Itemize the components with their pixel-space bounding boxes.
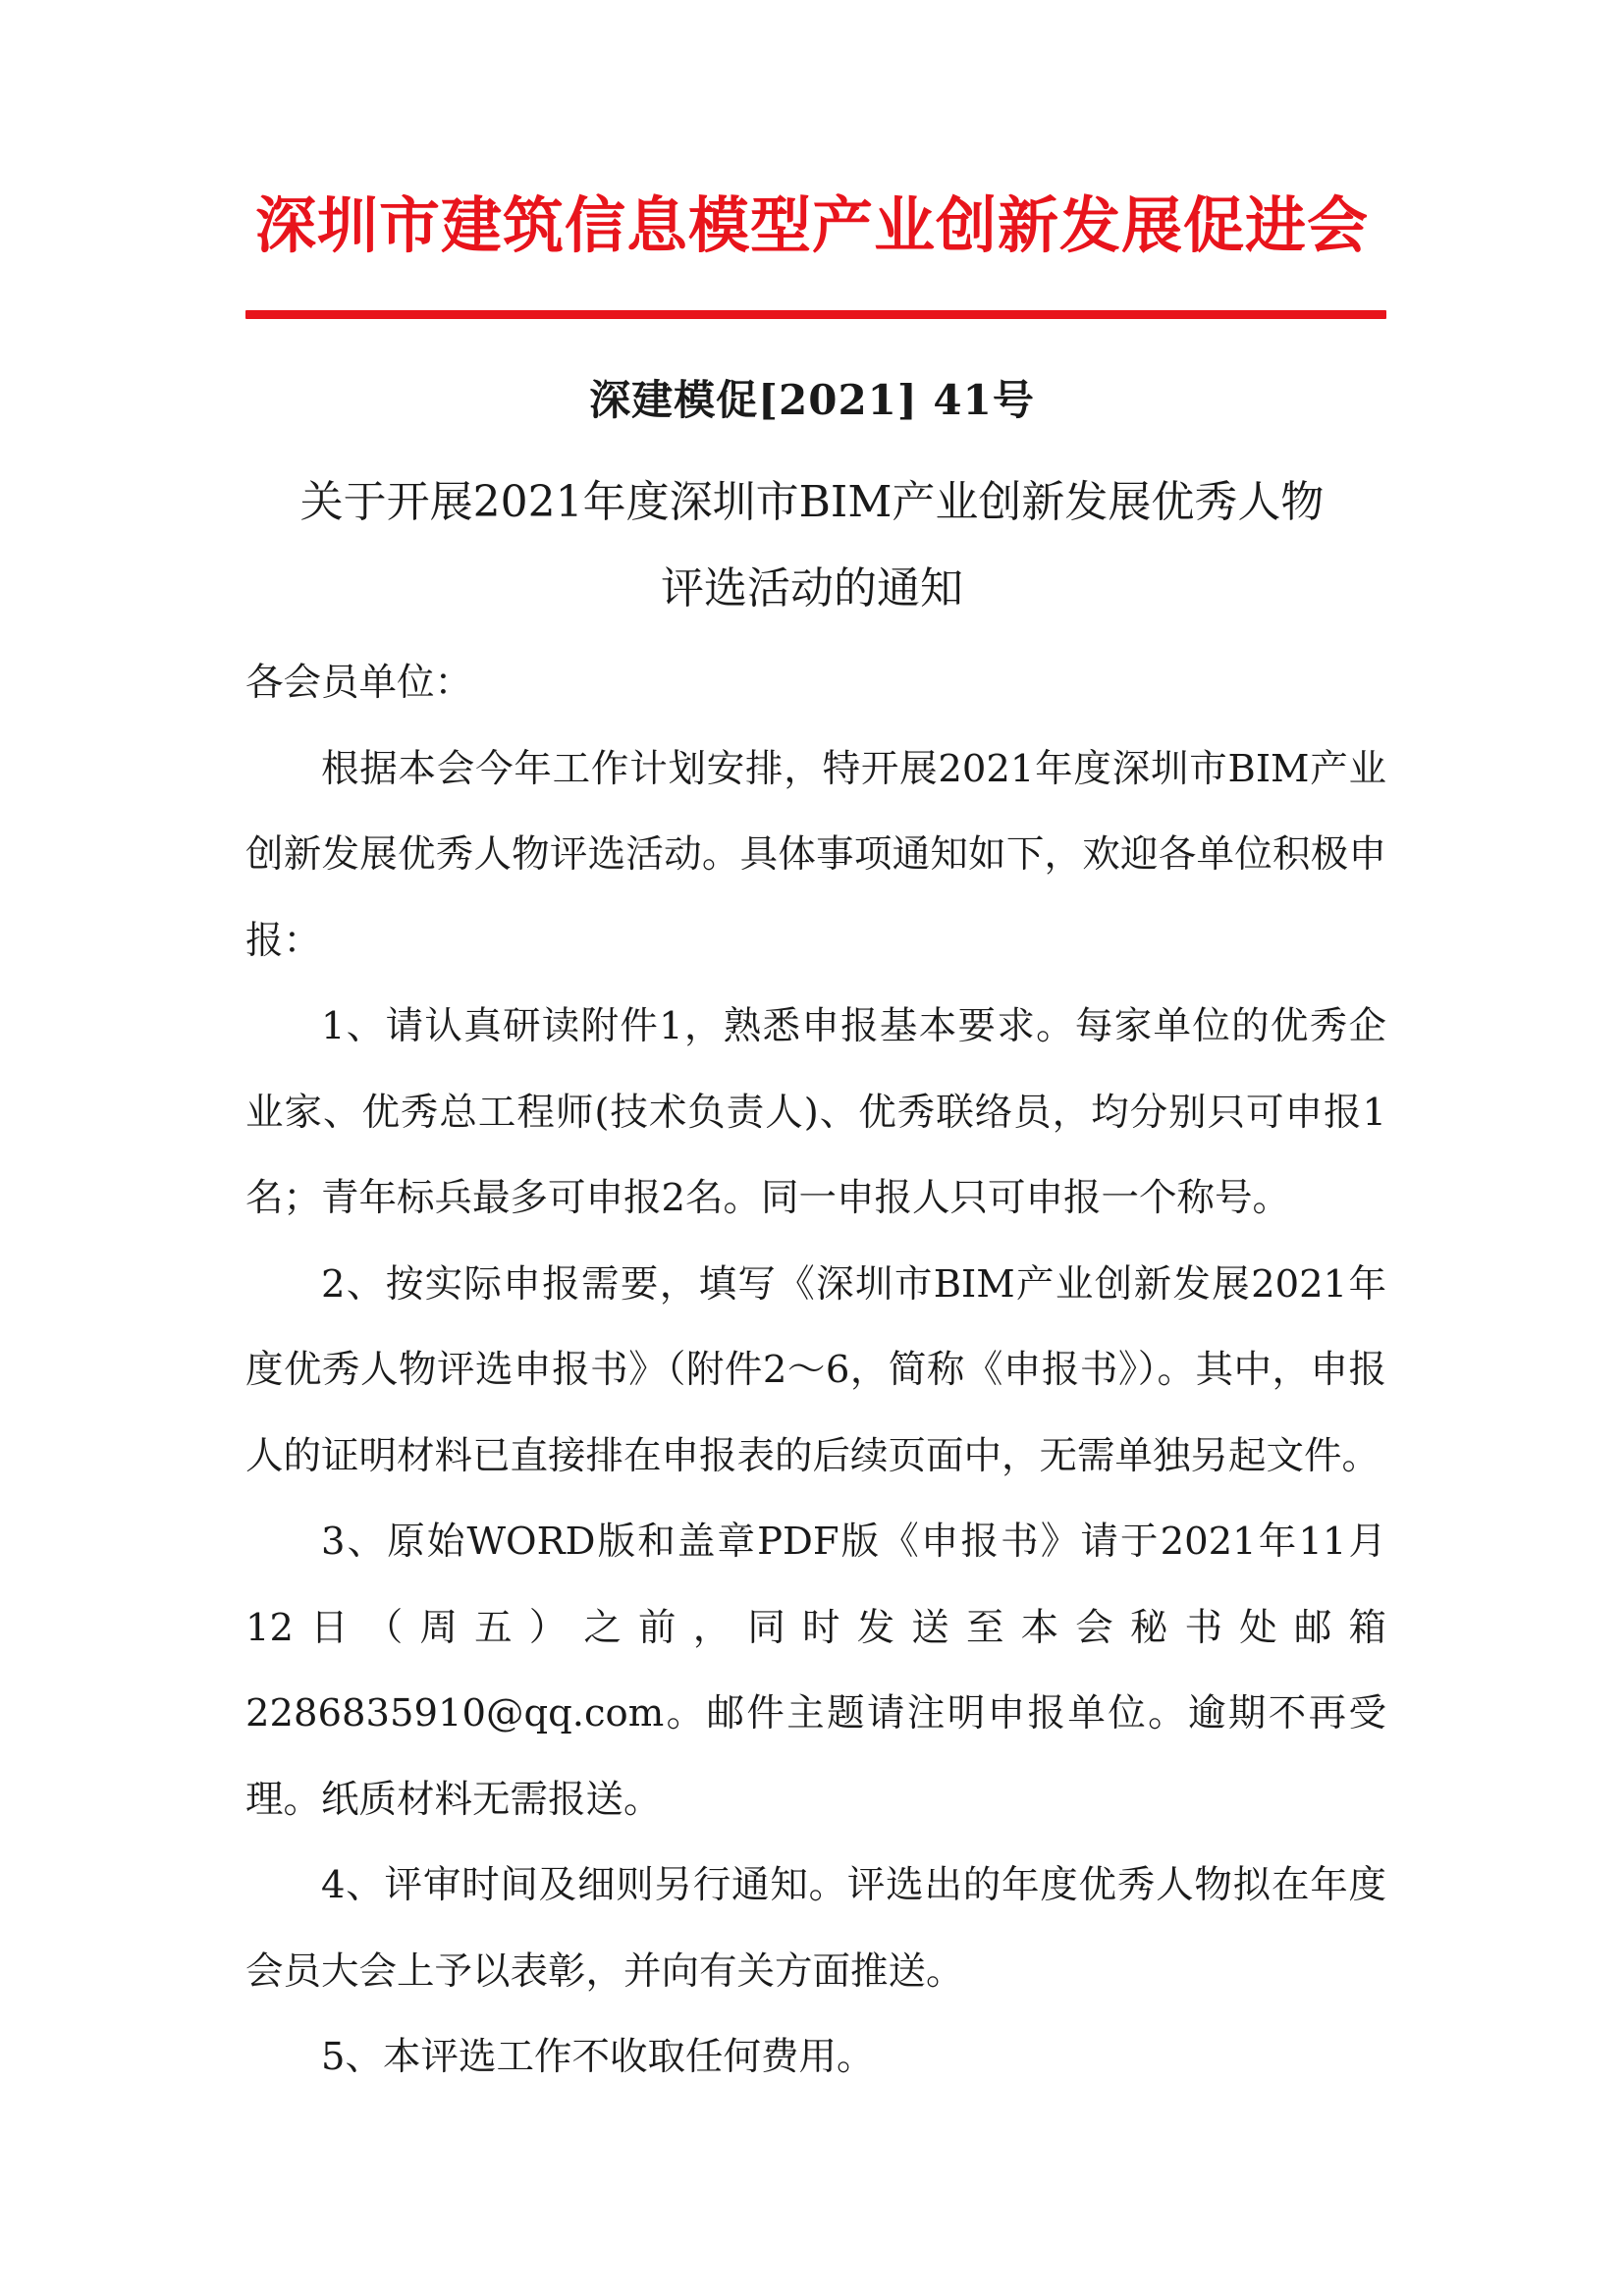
header-red-rule: [245, 310, 1386, 319]
organization-title: 深圳市建筑信息模型产业创新发展促进会: [254, 189, 1369, 261]
notice-title-line-1: 关于开展2021年度深圳市BIM产业创新发展优秀人物: [299, 477, 1325, 527]
notice-title: [0, 459, 1624, 632]
intro-paragraph: 根据本会今年工作计划安排，特开展2021年度深圳市BIM产业创新发展优秀人物评选活动。具体事项通知如下，欢迎各单位积极申报：: [245, 746, 1386, 963]
salutation: 各会员单位：: [245, 661, 473, 705]
document-number: 深建模促[2021] 41号: [589, 376, 1035, 424]
item-3-paragraph: 3、原始WORD版和盖章PDF版《申报书》请于2021年11月12日（周五）之前，同时发送至本会秘书处邮箱2286835910@qq.com。邮件主题请注明申报单位。逾期不再受理。纸质材料无需报送。: [245, 1520, 1386, 1822]
notice-title-line-2: 评选活动的通知: [661, 563, 963, 614]
item-2-paragraph: 2、按实际申报需要，填写《深圳市BIM产业创新发展2021年度优秀人物评选申报书》（附件2～6，简称《申报书》）。其中，申报人的证明材料已直接排在申报表的后续页面中，无需单独另起文件。: [245, 1261, 1386, 1478]
document-body: [245, 640, 1386, 2101]
item-4-paragraph: 4、评审时间及细则另行通知。评选出的年度优秀人物拟在年度会员大会上予以表彰，并向有关方面推送。: [245, 1863, 1386, 1994]
item-1-paragraph: 1、请认真研读附件1，熟悉申报基本要求。每家单位的优秀企业家、优秀总工程师(技术负责人)、优秀联络员，均分别只可申报1名；青年标兵最多可申报2名。同一申报人只可申报一个称号。: [245, 1004, 1386, 1220]
item-5-paragraph: 5、本评选工作不收取任何费用。: [321, 2035, 875, 2079]
